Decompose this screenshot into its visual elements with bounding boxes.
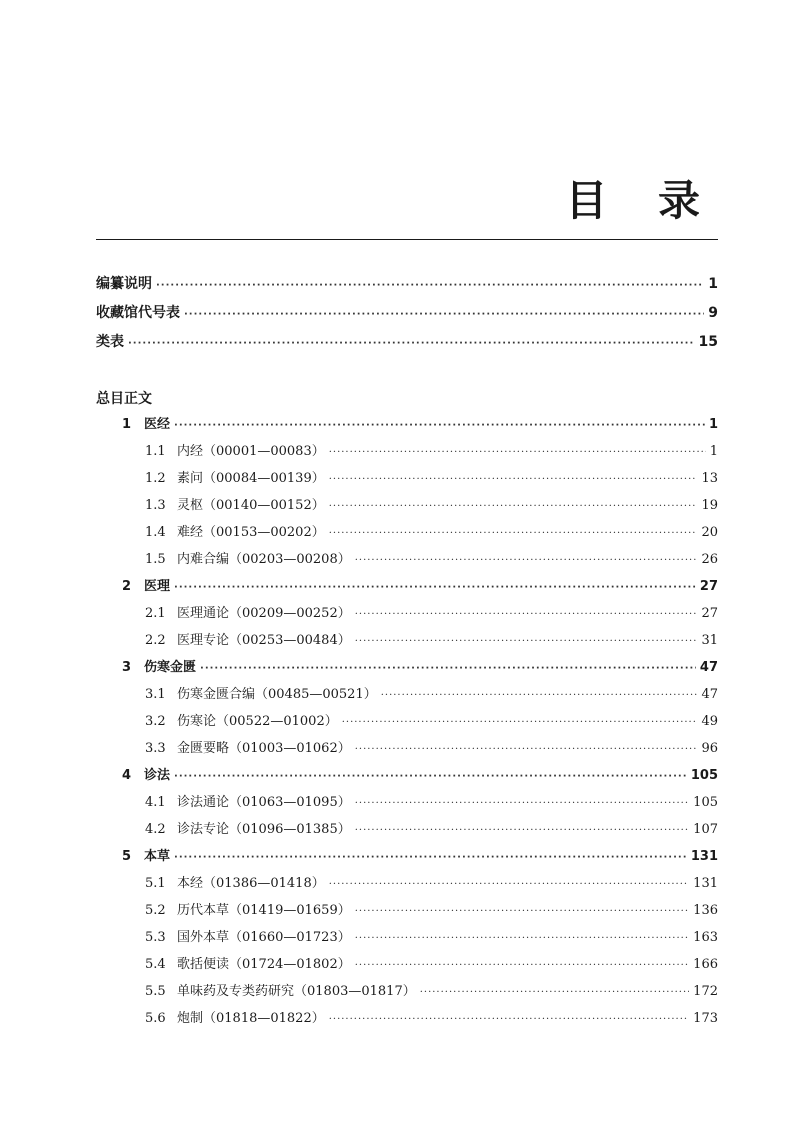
toc-entry-front[interactable]: [96, 305, 718, 323]
dot-leader: [355, 823, 689, 839]
section-heading: 总目正文: [96, 391, 152, 407]
toc-subentry[interactable]: [145, 714, 718, 731]
chapter-number: 1: [122, 417, 132, 432]
toc-subentry[interactable]: [145, 741, 718, 758]
toc-entry-label: 编纂说明: [96, 276, 152, 292]
dot-leader: [329, 472, 698, 488]
dot-leader: [342, 715, 698, 731]
subentry-number: 4.1: [145, 795, 166, 810]
toc-subentry[interactable]: [145, 552, 718, 569]
subentry-number: 3.2: [145, 714, 166, 729]
subentry-number: 3.1: [145, 687, 166, 702]
toc-entry-page: 1: [708, 276, 718, 292]
dot-leader: [355, 607, 698, 623]
chapter-number: 2: [122, 579, 132, 594]
toc-subentry[interactable]: [145, 1011, 718, 1028]
subentry-page: 172: [693, 984, 718, 999]
subentry-label: 诊法专论（01096—01385）: [177, 822, 351, 837]
subentry-label: 内难合编（00203—00208）: [177, 552, 351, 567]
toc-subentry[interactable]: [145, 444, 718, 461]
subentry-page: 47: [701, 687, 718, 702]
dot-leader: [174, 769, 687, 785]
subentry-page: 49: [701, 714, 718, 729]
subentry-label: 诊法通论（01063—01095）: [177, 795, 351, 810]
subentry-number: 1.2: [145, 471, 166, 486]
subentry-number: 5.5: [145, 984, 166, 999]
toc-chapter-entry[interactable]: [122, 417, 718, 434]
subentry-number: 1.3: [145, 498, 166, 513]
toc-entry-page: 9: [708, 305, 718, 321]
toc-subentry[interactable]: [145, 633, 718, 650]
subentry-label: 医理专论（00253—00484）: [177, 633, 351, 648]
subentry-page: 27: [701, 606, 718, 621]
subentry-page: 19: [701, 498, 718, 513]
toc-entry-front[interactable]: [96, 334, 718, 352]
subentry-number: 5.2: [145, 903, 166, 918]
chapter-page: 105: [690, 768, 718, 783]
subentry-number: 1.5: [145, 552, 166, 567]
dot-leader: [156, 278, 704, 294]
toc-subentry[interactable]: [145, 903, 718, 920]
subentry-number: 5.1: [145, 876, 166, 891]
dot-leader: [200, 661, 696, 677]
toc-subentry[interactable]: [145, 822, 718, 839]
toc-entry-label: 类表: [96, 334, 124, 350]
subentry-label: 历代本草（01419—01659）: [177, 903, 351, 918]
toc-chapter-entry[interactable]: [122, 579, 718, 596]
toc-chapter-entry[interactable]: [122, 849, 718, 866]
subentry-page: 1: [709, 444, 718, 459]
dot-leader: [420, 985, 689, 1001]
dot-leader: [329, 877, 689, 893]
subentry-page: 107: [693, 822, 718, 837]
dot-leader: [355, 796, 689, 812]
subentry-number: 1.1: [145, 444, 166, 459]
subentry-label: 国外本草（01660—01723）: [177, 930, 351, 945]
chapter-label: 诊法: [144, 768, 171, 783]
subentry-number: 4.2: [145, 822, 166, 837]
dot-leader: [174, 850, 687, 866]
chapter-page: 27: [699, 579, 718, 594]
chapter-page: 1: [708, 417, 718, 432]
subentry-label: 伤寒论（00522—01002）: [177, 714, 338, 729]
toc-subentry[interactable]: [145, 795, 718, 812]
subentry-number: 5.6: [145, 1011, 166, 1026]
toc-entry-page: 15: [698, 334, 718, 350]
dot-leader: [184, 307, 704, 323]
dot-leader: [128, 336, 695, 352]
subentry-page: 26: [701, 552, 718, 567]
dot-leader: [355, 553, 698, 569]
toc-subentry[interactable]: [145, 498, 718, 515]
subentry-number: 5.3: [145, 930, 166, 945]
dot-leader: [355, 742, 698, 758]
subentry-page: 131: [693, 876, 718, 891]
chapter-page: 47: [699, 660, 718, 675]
dot-leader: [329, 1012, 689, 1028]
toc-subentry[interactable]: [145, 687, 718, 704]
subentry-label: 医理通论（00209—00252）: [177, 606, 351, 621]
subentry-page: 166: [693, 957, 718, 972]
dot-leader: [329, 445, 706, 461]
toc-subentry[interactable]: [145, 957, 718, 974]
subentry-label: 单味药及专类药研究（01803—01817）: [177, 984, 416, 999]
toc-subentry[interactable]: [145, 471, 718, 488]
subentry-number: 1.4: [145, 525, 166, 540]
subentry-label: 炮制（01818—01822）: [177, 1011, 325, 1026]
subentry-page: 105: [693, 795, 718, 810]
toc-chapter-entry[interactable]: [122, 768, 718, 785]
dot-leader: [355, 904, 689, 920]
subentry-page: 13: [701, 471, 718, 486]
dot-leader: [355, 634, 698, 650]
subentry-number: 2.2: [145, 633, 166, 648]
toc-subentry[interactable]: [145, 930, 718, 947]
toc-subentry[interactable]: [145, 876, 718, 893]
chapter-label: 医经: [144, 417, 171, 432]
subentry-page: 163: [693, 930, 718, 945]
subentry-number: 5.4: [145, 957, 166, 972]
dot-leader: [174, 418, 705, 434]
toc-entry-front[interactable]: [96, 276, 718, 294]
subentry-page: 136: [693, 903, 718, 918]
dot-leader: [355, 931, 689, 947]
subentry-page: 20: [701, 525, 718, 540]
chapter-number: 4: [122, 768, 132, 783]
subentry-page: 96: [701, 741, 718, 756]
toc-chapter-entry[interactable]: [122, 660, 718, 677]
subentry-label: 内经（00001—00083）: [177, 444, 325, 459]
subentry-label: 灵枢（00140—00152）: [177, 498, 325, 513]
title-divider: [96, 239, 718, 240]
subentry-label: 本经（01386—01418）: [177, 876, 325, 891]
dot-leader: [355, 958, 689, 974]
toc-subentry[interactable]: [145, 606, 718, 623]
chapter-number: 3: [122, 660, 132, 675]
dot-leader: [329, 526, 698, 542]
subentry-label: 难经（00153—00202）: [177, 525, 325, 540]
chapter-label: 医理: [144, 579, 171, 594]
toc-entry-label: 收藏馆代号表: [96, 305, 180, 321]
subentry-label: 素问（00084—00139）: [177, 471, 325, 486]
subentry-label: 金匮要略（01003—01062）: [177, 741, 351, 756]
subentry-label: 歌括便读（01724—01802）: [177, 957, 351, 972]
subentry-number: 3.3: [145, 741, 166, 756]
subentry-label: 伤寒金匮合编（00485—00521）: [177, 687, 377, 702]
dot-leader: [329, 499, 698, 515]
chapter-number: 5: [122, 849, 132, 864]
chapter-label: 本草: [144, 849, 171, 864]
dot-leader: [174, 580, 696, 596]
chapter-page: 131: [690, 849, 718, 864]
subentry-page: 31: [701, 633, 718, 648]
page-title: 目 录: [565, 176, 718, 225]
toc-subentry[interactable]: [145, 525, 718, 542]
subentry-number: 2.1: [145, 606, 166, 621]
chapter-label: 伤寒金匮: [144, 660, 197, 675]
dot-leader: [381, 688, 698, 704]
subentry-page: 173: [693, 1011, 718, 1026]
toc-subentry[interactable]: [145, 984, 718, 1001]
